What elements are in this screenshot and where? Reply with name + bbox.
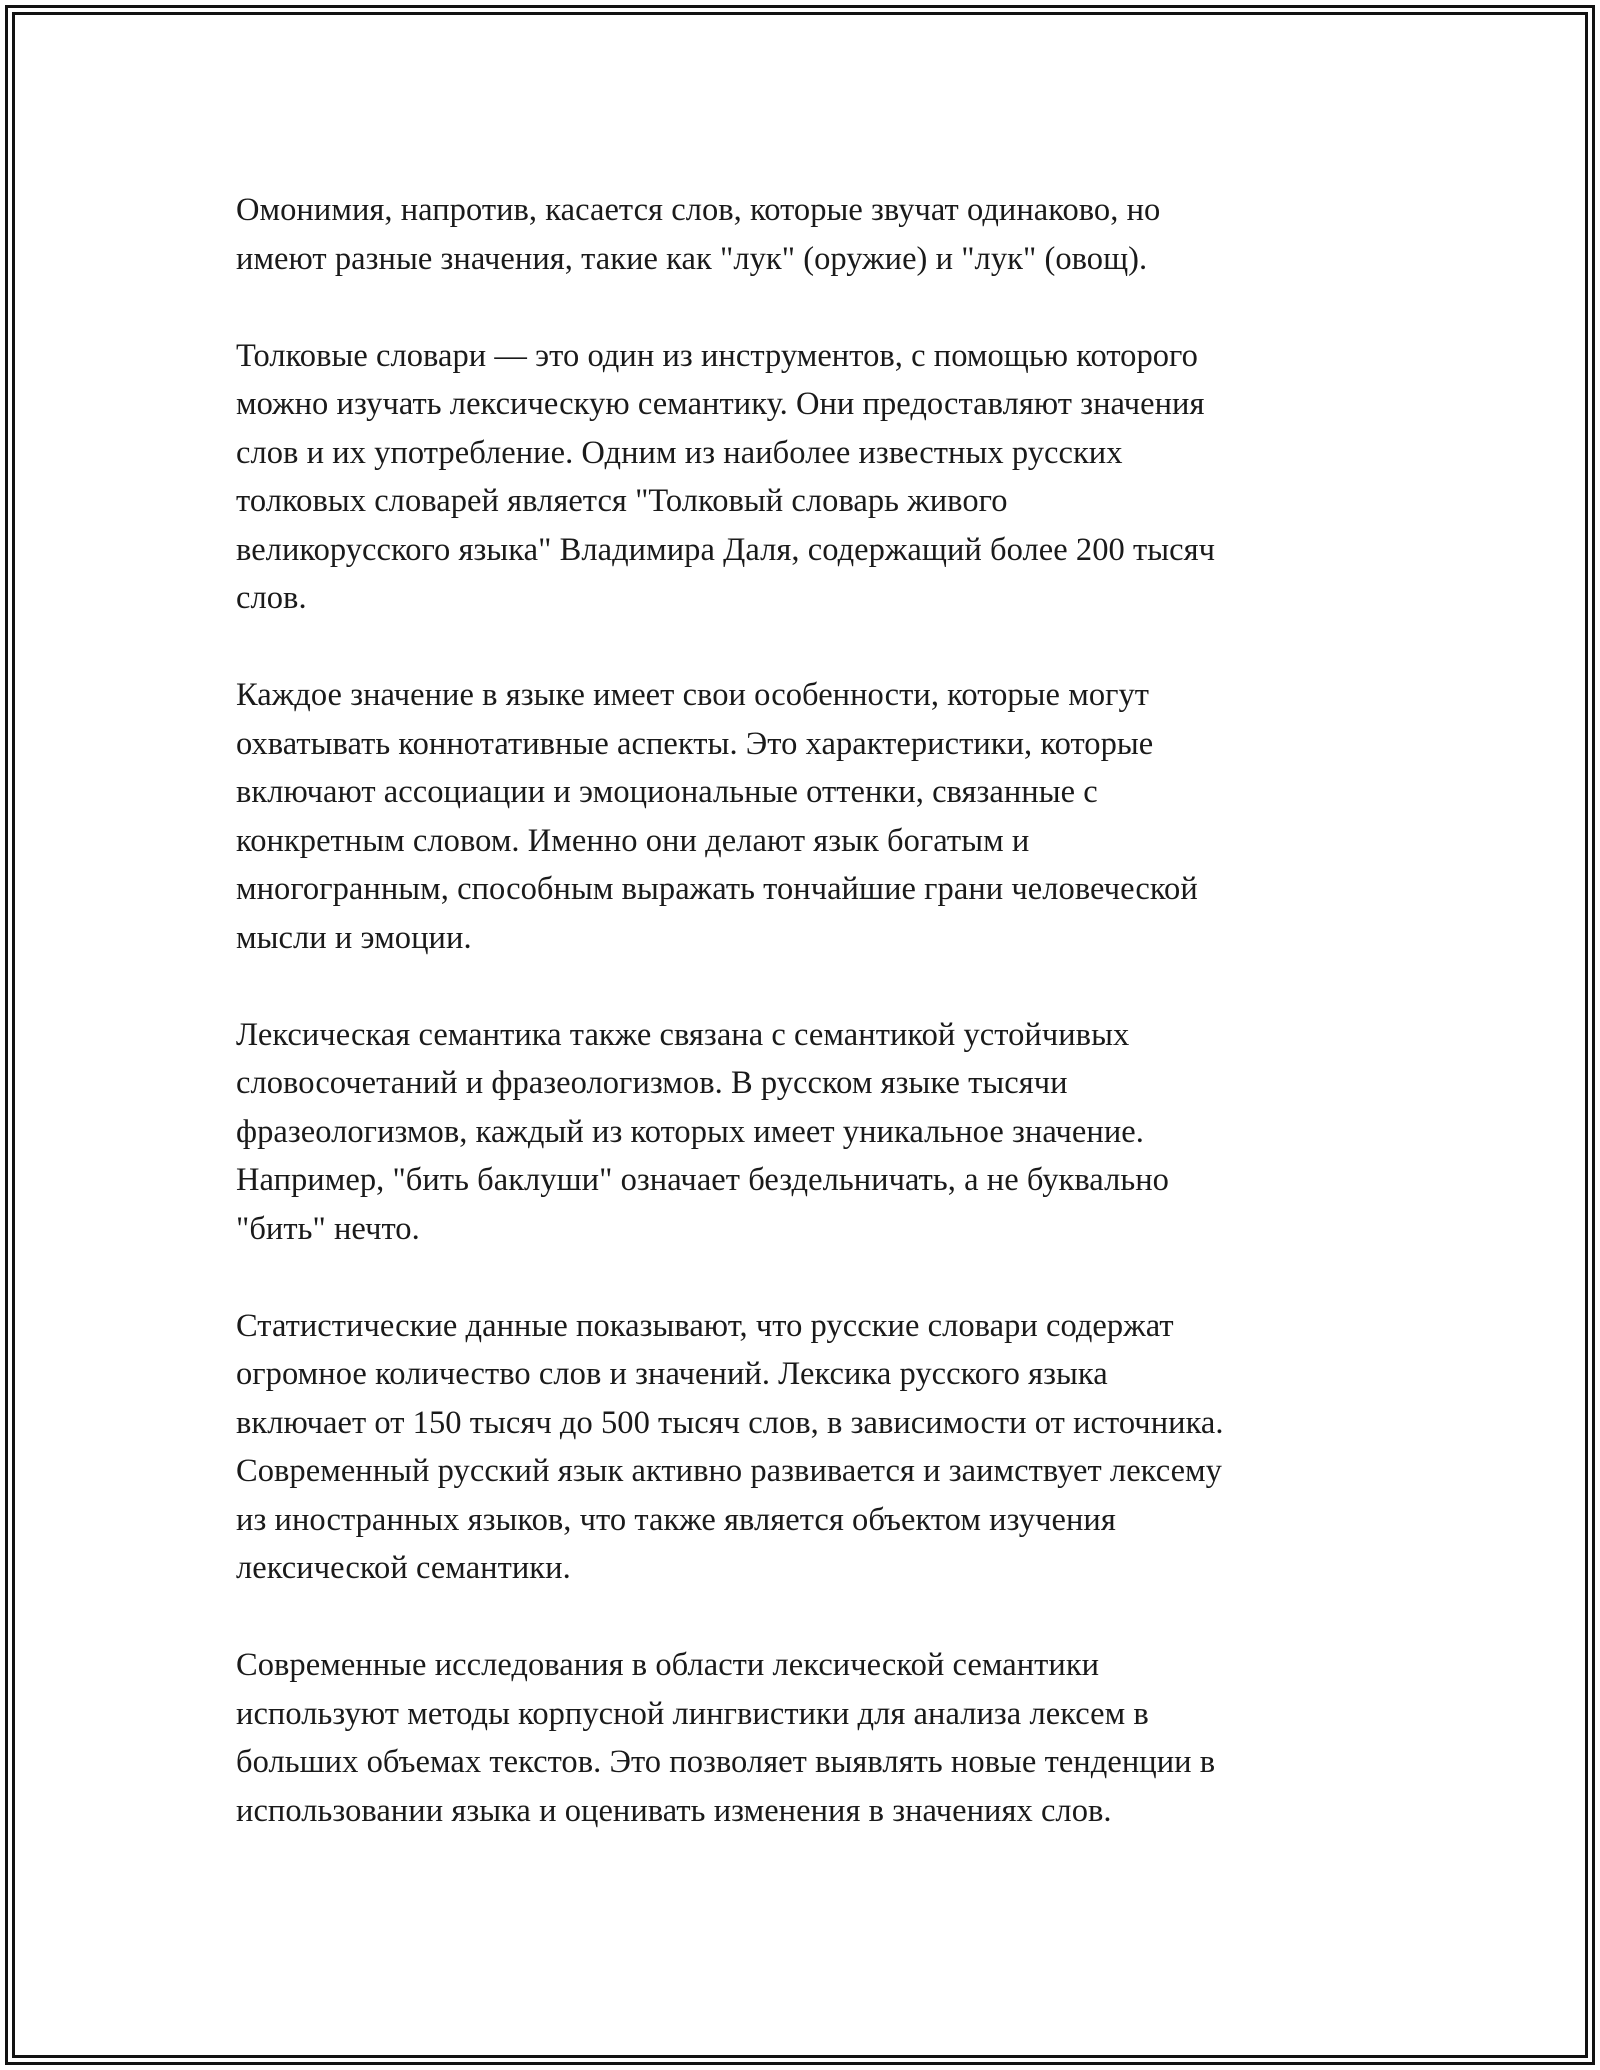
paragraph-dictionaries: Толковые словари — это один из инструментов, с помощью которого можно изучать лексическую семантику. Они предоставляют значения слов и их употребление. Одним из наиболее известных русских толковых словарей является "Толковый словарь живого великорусского языка" Владимира Даля, содержащий более 200 тысяч слов. <box>236 337 1215 616</box>
document-body <box>236 186 1356 1884</box>
paragraph-homonymy: Омонимия, напротив, касается слов, которые звучат одинаково, но имеют разные значения, такие как "лук" (оружие) и "лук" (овощ). <box>236 192 1161 277</box>
paragraph-research: Современные исследования в области лексической семантики используют методы корпусной лингвистики для анализа лексем в больших объемах текстов. Это позволяет выявлять новые тенденции в использовании языка и оценивать изменения в значениях слов. <box>236 1647 1216 1829</box>
paragraph-phraseology: Лексическая семантика также связана с семантикой устойчивых словосочетаний и фразеологизмов. В русском языке тысячи фразеологизмов, каждый из которых имеет уникальное значение. Например, "бить баклуши" означает бездельничать, а не буквально "бить" нечто. <box>236 1016 1169 1247</box>
paragraph-statistics: Статистические данные показывают, что русские словари содержат огромное количество слов и значений. Лексика русского языка включает от 150 тысяч до 500 тысяч слов, в зависимости от источника. Современный русский язык активно развивается и заимствует лексему из иностранных языков, что также является объектом изучения лексической семантики. <box>236 1307 1224 1586</box>
paragraph-connotation: Каждое значение в языке имеет свои особенности, которые могут охватывать коннотативные аспекты. Это характеристики, которые включают ассоциации и эмоциональные оттенки, связанные с конкретным словом. Именно они делают язык богатым и многогранным, способным выражать тончайшие грани человеческой мысли и эмоции. <box>236 677 1198 956</box>
